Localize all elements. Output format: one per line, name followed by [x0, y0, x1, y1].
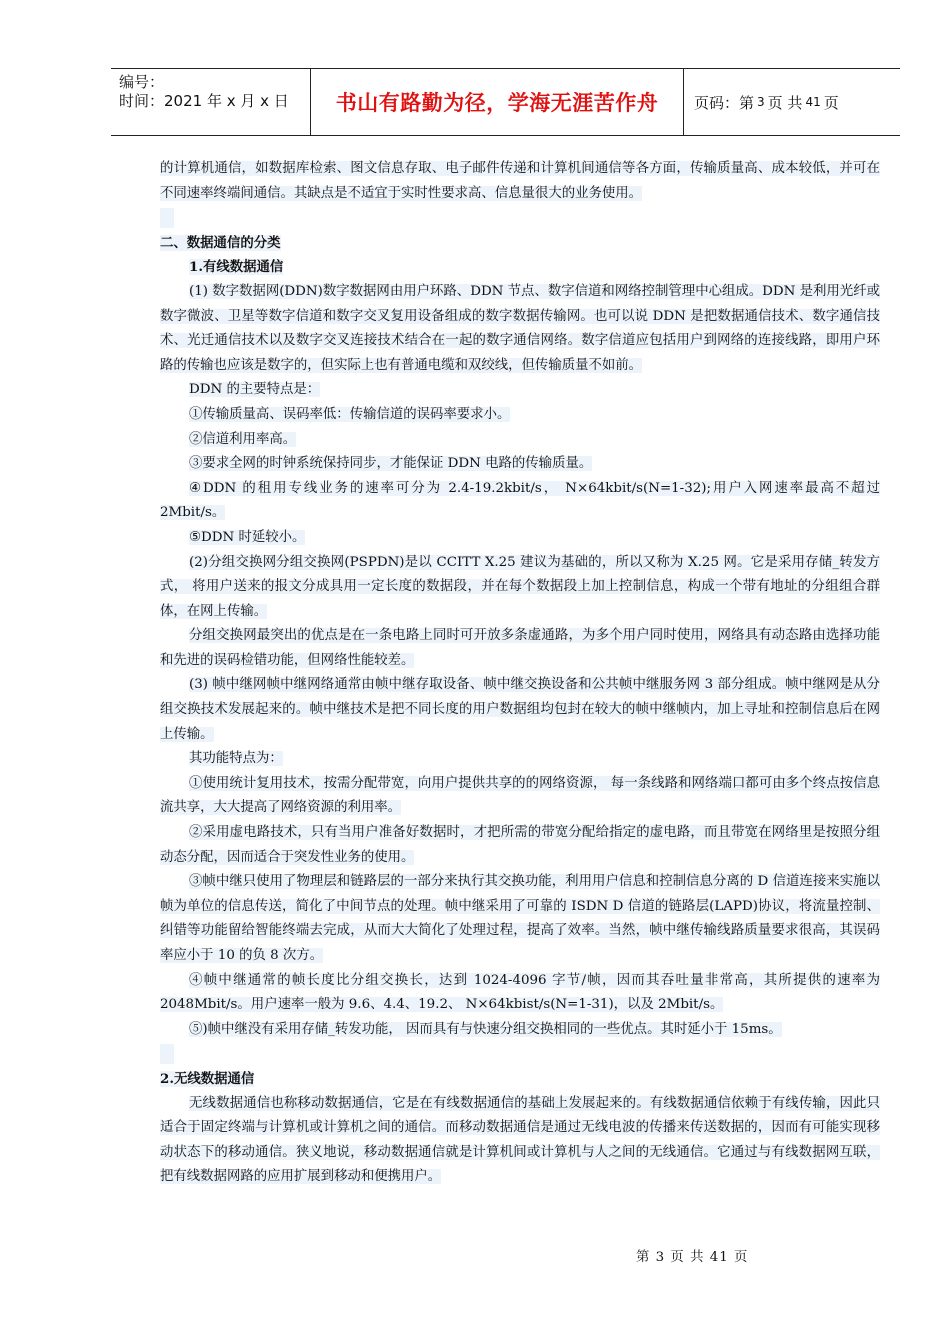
list-item: ③要求全网的时钟系统保持同步，才能保证 DDN 电路的传输质量。 — [189, 456, 593, 472]
header-motto: 书山有路勤为径，学海无涯苦作舟 — [311, 69, 684, 135]
blank-line — [160, 1042, 880, 1067]
subsection-heading: 1.有线数据通信 — [189, 259, 284, 276]
section-heading: 二、数据通信的分类 — [160, 234, 281, 251]
header-meta — [111, 69, 311, 135]
document-body — [160, 157, 880, 1190]
paragraph: (1) 数字数据网(DDN)数字数据网由用户环路、DDN 节点、数字信道和网络控制管理中心组成。DDN 是利用光纤或数字微波、卫星等数字信道和数字交叉复用设备组成的数字数据传输网。也可以说 DDN 是把数据通信技术、数字通信技术、光迁通信技术以及数字交叉连接技术结合在一起的数字通信网络。数字信道应包括用户到网络的连接线路，即用户环路的传输也应该是数字的，但实际上也有普通电缆和双绞线，但传输质量不如前。 — [160, 283, 880, 373]
list-item: ①使用统计复用技术，按需分配带宽，向用户提供共享的的网络资源， 每一条线路和网络端口都可由多个终点按信息流共享，大大提高了网络资源的利用率。 — [160, 775, 880, 816]
header-page-info — [684, 69, 900, 135]
list-item: ②信道利用率高。 — [189, 431, 297, 447]
list-item: ②采用虚电路技术，只有当用户准备好数据时，才把所需的带宽分配给指定的虚电路，而且带宽在网络里是按照分组动态分配，因而适合于突发性业务的使用。 — [160, 825, 880, 865]
list-item: ⑤)帧中继没有采用存储_转发功能， 因而具有与快速分组交换相同的一些优点。其时延小于 15ms。 — [189, 1021, 782, 1037]
list-item: ①传输质量高、误码率低：传输信道的误码率要求小。 — [189, 406, 511, 422]
code-label: 编号： — [119, 73, 165, 91]
page-footer: 第 3 页 共 41 页 — [636, 1250, 749, 1265]
page-mid: 页 共 — [767, 93, 803, 112]
list-item: ③帧中继只使用了物理层和链路层的一部分来执行其交换功能，利用用户信息和控制信息分离的 D 信道连接来实施以帧为单位的信息传送，简化了中间节点的处理。帧中继采用了可靠的 ISDN D 信道的链路层(LAPD)协议，将流量控制、纠错等功能留给智能终端去完成，从而大大简化了处理过程，提高了效率。当然，帧中继传输线路质量要求很高，其误码率应小于 10 的负 8 次方。 — [160, 874, 880, 963]
paragraph: 的计算机通信，如数据库检索、图文信息存取、电子邮件传递和计算机间通信等各方面，传输质量高、成本较低，并可在不同速率终端间通信。其缺点是不适宜于实时性要求高、信息量很大的业务使用。 — [160, 161, 880, 201]
page-header — [111, 68, 900, 136]
list-item: ④DDN 的租用专线业务的速率可分为 2.4-19.2kbit/s， N×64kbit/s(N=1-32);用户入网速率最高不超过 2Mbit/s。 — [160, 480, 880, 521]
paragraph: DDN 的主要特点是： — [189, 382, 321, 398]
paragraph: 分组交换网最突出的优点是在一条电路上同时可开放多条虚通路，为多个用户同时使用，网络具有动态路由选择功能和先进的误码检错功能，但网络性能较差。 — [160, 628, 880, 668]
blank-line — [160, 206, 880, 231]
page-suffix: 页 — [823, 93, 839, 112]
paragraph: 其功能特点为： — [189, 751, 283, 767]
page-number: 3 — [757, 95, 765, 109]
page-total: 41 — [805, 95, 821, 109]
list-item: ④帧中继通常的帧长度比分组交换长，达到 1024-4096 字节/帧，因而其吞吐量非常高，其所提供的速率为 2048Mbit/s。用户速率一般为 9.6、4.4、19.2、 N×64kbist/s(N=1-31)，以及 2Mbit/s。 — [160, 972, 880, 1013]
paragraph: (3) 帧中继网帧中继网络通常由帧中继存取设备、帧中继交换设备和公共帧中继服务网 3 部分组成。帧中继网是从分组交换技术发展起来的。帧中继技术是把不同长度的用户数据组均包封在较大的帧中继帧内，加上寻址和控制信息后在网上传输。 — [160, 677, 880, 742]
paragraph: (2)分组交换网分组交换网(PSPDN)是以 CCITT X.25 建议为基础的，所以又称为 X.25 网。它是采用存储_转发方式， 将用户送来的报文分成具用一定长度的数据段，并在每个数据段上加上控制信息，构成一个带有地址的分组组合群体，在网上传输。 — [160, 554, 880, 619]
list-item: ⑤DDN 时延较小。 — [189, 529, 306, 545]
date-label: 时间：2021 年 x 月 x 日 — [119, 92, 289, 110]
paragraph: 无线数据通信也称移动数据通信，它是在有线数据通信的基础上发展起来的。有线数据通信依赖于有线传输，因此只适合于固定终端与计算机或计算机之间的通信。而移动数据通信是通过无线电波的传播来传送数据的，因而有可能实现移动状态下的移动通信。狭义地说，移动数据通信就是计算机间或计算机与人之间的无线通信。它通过与有线数据网互联，把有线数据网路的应用扩展到移动和便携用户。 — [160, 1095, 880, 1185]
page-prefix: 页码：第 — [694, 93, 755, 112]
subsection-heading: 2.无线数据通信 — [160, 1070, 255, 1087]
